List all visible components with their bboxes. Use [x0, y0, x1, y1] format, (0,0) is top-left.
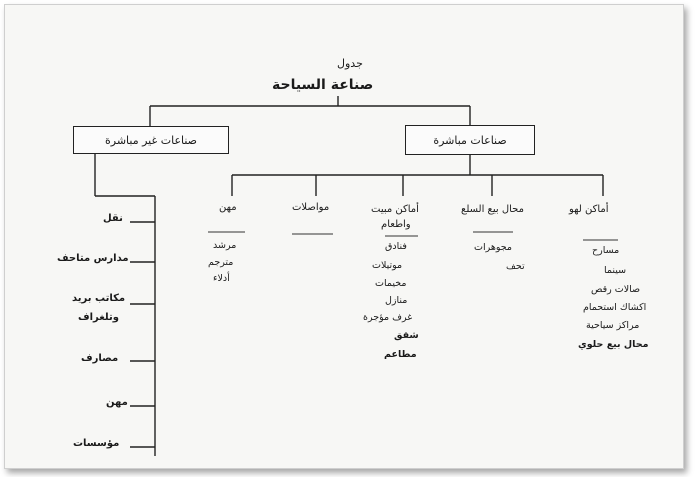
- category-transport: مواصلات: [292, 202, 330, 213]
- category-lodging-line2: واطعام: [381, 219, 411, 230]
- entertainment-item: محال بيع حلوي: [578, 339, 649, 350]
- direct-industries-box: [405, 125, 535, 155]
- indirect-industries-box: [73, 126, 229, 154]
- professions-item: مرشد: [213, 240, 237, 251]
- shops-item: تحف: [506, 261, 525, 272]
- indirect-item: مدارس متاحف: [57, 253, 129, 264]
- professions-item: أدلاء: [213, 273, 230, 284]
- category-shops: محال بيع السلع: [461, 204, 524, 215]
- indirect-item-line1: مكاتب بريد: [72, 293, 126, 304]
- professions-item: مترجم: [208, 257, 234, 268]
- lodging-item: شقق: [394, 330, 419, 341]
- category-lodging-line1: أماكن مبيت: [371, 204, 419, 215]
- category-entertainment: أماكن لهو: [569, 204, 609, 215]
- entertainment-item: اكشاك استحمام: [583, 302, 647, 313]
- lodging-item: مخيمات: [375, 278, 407, 289]
- lodging-item: غرف مؤجرة: [363, 312, 413, 323]
- lodging-item: موتيلات: [372, 260, 403, 271]
- indirect-industries-label: صناعات غير مباشرة: [104, 133, 198, 147]
- indirect-item: نقل: [103, 213, 123, 224]
- lodging-item: مطاعم: [384, 349, 417, 360]
- entertainment-item: مراكز سياحية: [586, 320, 640, 331]
- diagram-title: صناعة السياحة: [272, 77, 374, 93]
- entertainment-item: مسارح: [592, 245, 620, 256]
- indirect-item: مهن: [106, 397, 128, 408]
- lodging-item: فنادق: [385, 241, 407, 252]
- category-professions: مهن: [219, 202, 237, 213]
- lodging-item: منازل: [385, 295, 408, 306]
- indirect-item-line2: وتلغراف: [78, 312, 119, 323]
- shops-item: مجوهرات: [474, 242, 512, 253]
- indirect-item: مصارف: [81, 353, 119, 364]
- direct-industries-label: صناعات مباشرة: [433, 133, 507, 147]
- diagram-caption: جدول: [337, 57, 363, 70]
- entertainment-item: صالات رقص: [591, 284, 641, 295]
- indirect-item: مؤسسات: [73, 438, 120, 449]
- entertainment-item: سينما: [604, 265, 627, 276]
